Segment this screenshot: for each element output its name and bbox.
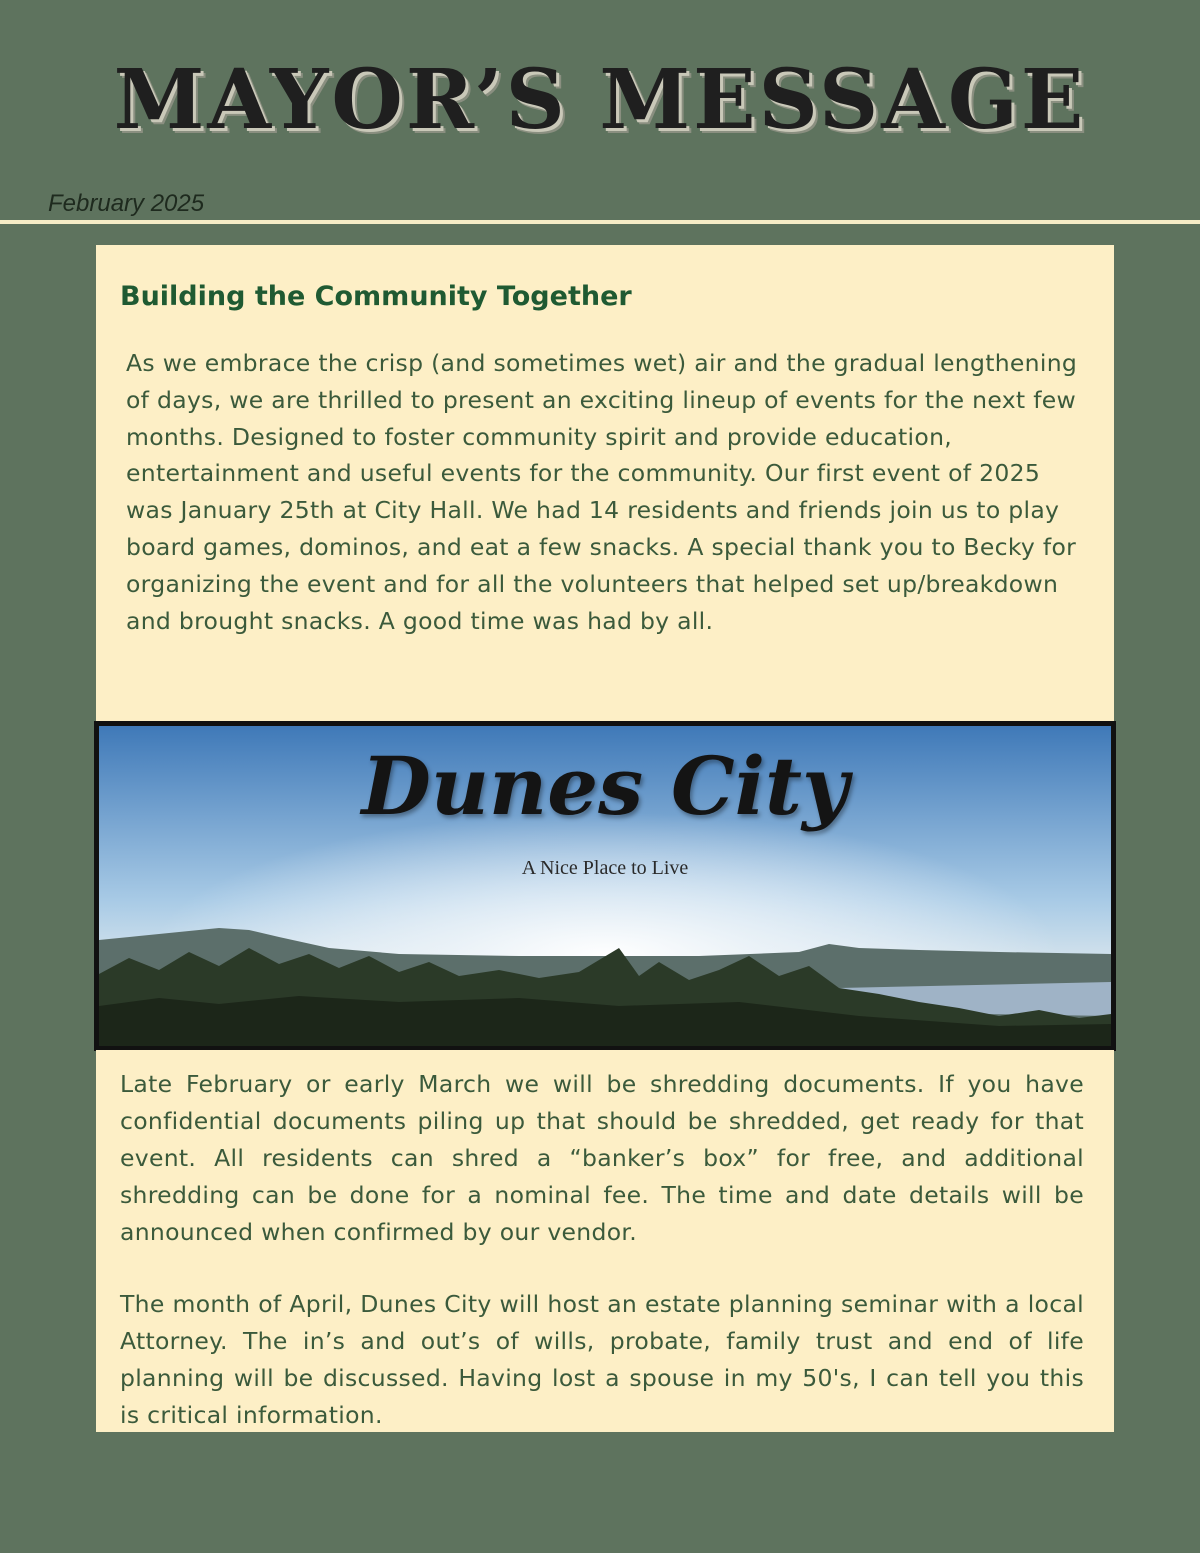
- banner-title: Dunes City: [361, 739, 849, 833]
- intro-card: [96, 245, 1114, 723]
- estate-planning-paragraph: The month of April, Dunes City will host an estate planning seminar with a local Attorney. The in’s and out’s of wills, probate, family trust and end of life planning will be discussed. Having lost a spouse in my 50's, I can tell you this is critical information.: [120, 1290, 1084, 1429]
- page-title: MAYOR’S MESSAGE: [113, 52, 1087, 148]
- dunes-city-banner: [94, 721, 1116, 1051]
- shredding-paragraph: Late February or early March we will be shredding documents. If you have confidential documents piling up that should be shredded, get ready for that event. All residents can shred a “banker’s box” for free, and additional shredding can be done for a nominal fee. The time and date details will be announced when confirmed by our vendor.: [120, 1070, 1084, 1246]
- header-divider: [0, 220, 1200, 224]
- events-card: [96, 1050, 1114, 1432]
- banner-subtitle: A Nice Place to Live: [521, 857, 689, 879]
- intro-paragraph: As we embrace the crisp (and sometimes wet) air and the gradual lengthening of days, we are thrilled to present an exciting lineup of events for the next few months. Designed to foster community spirit and provide education, entertainment and useful events for the community. Our first event of 2025 was January 25th at City Hall. We had 14 residents and friends join us to play board games, dominos, and eat a few snacks. A special thank you to Becky for organizing the event and for all the volunteers that helped set up/breakdown and brought snacks. A good time was had by all.: [126, 349, 1078, 635]
- section-heading: Building the Community Together: [120, 281, 632, 312]
- issue-date: February 2025: [48, 190, 205, 217]
